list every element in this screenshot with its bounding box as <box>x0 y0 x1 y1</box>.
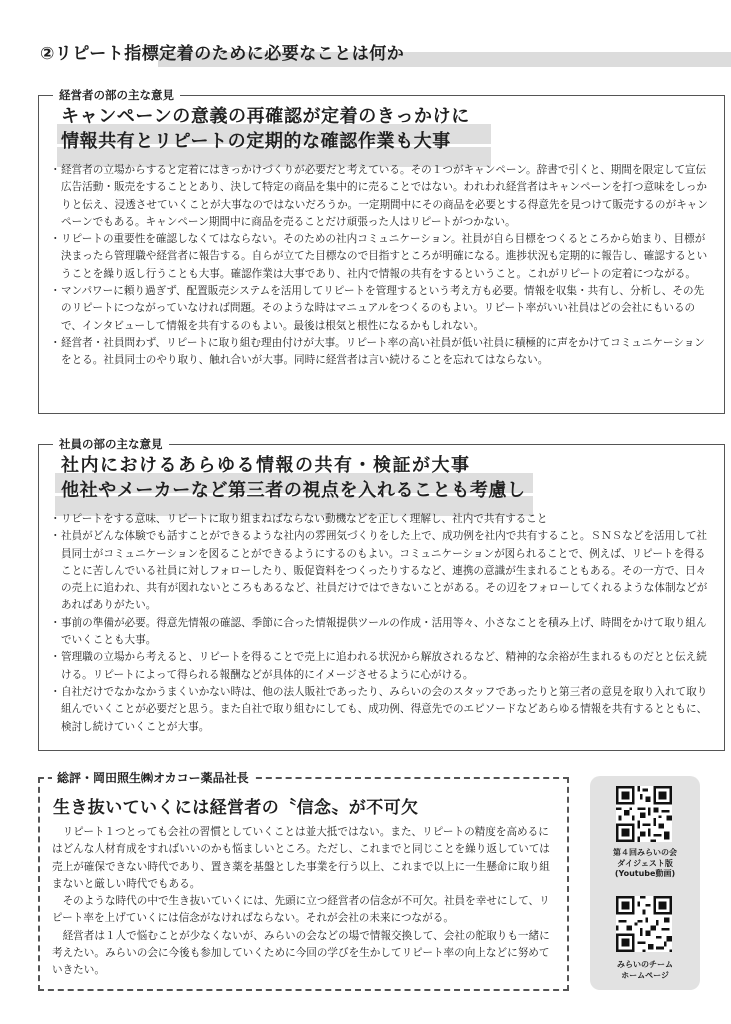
list-item: ・ マンパワーに頼り過ぎず、配置販売システムを活用してリピートを管理するという考え方も必要。情報を収集・共有し、分析し、その先のリピートにつながっていなければ問題。そのような時はマニュアルをつくるのもよい。リピート率がいい社員はどの会社にもいるので、インタビューして情報を共有するのもよい。最後は根気と根性になるかもしれない。 <box>50 285 705 332</box>
list-item: ・ 自社だけでなかなかうまくいかない時は、他の法人販社であったり、みらいの会のスタッフであったりと第三者の意見を取り入れて取り組んでいくことが必要だと思う。また自社で取り組むにしても、成功例、得意先でのエピソードなどあらゆる情報を共有するとともに、検討し続けていくことが大事。 <box>50 685 708 733</box>
youtube-qr-code[interactable] <box>616 786 672 842</box>
list-item: ・ 経営者の立場からすると定着にはきっかけづくりが必要だと考えている。その１つがキャンペーン。辞書で引くと、期間を限定して宣伝広告活動・販売をすることとあり、決して特定の商品を集中的に売ることではない。われわれ経営者はキャンペーンを打つ意味をしっかりと伝え、浸透させていくことが大事なのではないだろうか。一定期間中にその商品を必要とする得意先を見つけて販売するのがキャンペーンでもある。キャンペーン期間中に商品を売ることだけ頑張った人はリピートがつかない。 <box>50 164 708 228</box>
qr-panel <box>590 776 700 990</box>
employee-headline-1: 社内におけるあらゆる情報の共有・検証が大事 <box>61 455 471 476</box>
management-headline-2: 情報共有とリピートの定期的な確認作業も大事 <box>61 131 451 152</box>
list-item: ・ 事前の準備が必要。得意先情報の確認、季節に合った情報提供ツールの作成・活用等々、小さなことを積み上げ、時間をかけて取り組んでいくことも大事。 <box>50 616 707 647</box>
list-item: ・ リピートをする意味、リピートに取り組まねばならない動機などを正しく理解し、社内で共有すること <box>50 513 548 525</box>
review-title: 生き抜いていくには経営者の〝信念〟が不可欠 <box>53 798 419 818</box>
review-label: 総評・岡田照生㈱オカコー薬品社長 <box>52 769 254 787</box>
employee-opinions-box <box>38 437 725 751</box>
management-headline-1: キャンペーンの意義の再確認が定着のきっかけに <box>61 106 470 127</box>
employee-headline-2: 他社やメーカーなど第三者の視点を入れることも考慮し <box>61 480 526 501</box>
list-item: ・ 社員がどんな体験でも話すことができるような社内の雰囲気づくりをした上で、成功例を社内で共有すること。ＳＮＳなどを活用して社員同士がコミュニケーションを図ることができるようにするのもよい。コミュニケーションが図られることで、例えば、リピートを得ることに苦しんでいる社員に対しフォローしたり、販促資料をつくったりするなど、連携の意識が生まれることもある。その一方で、日々の売上に追われ、共有が図れないところもあるなど、社員だけではできないことがある。その辺をフォローしてくれるような体制などがあればありがたい。 <box>50 530 708 612</box>
list-item: ・ 経営者・社員問わず、リピートに取り組む理由付けが大事。リピート率の高い社員が低い社員に積極的に声をかけてコミュニケーションをとる。社員同士のやり取り、触れ合いが大事。同時に経営者は言い続けることを忘れてはならない。 <box>50 336 705 367</box>
management-opinions-box <box>38 88 725 414</box>
review-box <box>38 771 569 991</box>
management-opinion-list <box>39 162 724 370</box>
homepage-qr-code[interactable] <box>616 896 672 952</box>
review-paragraph: そのような時代の中で生き抜いていくには、先頭に立つ経営者の信念が不可欠。社員を幸せにして、リピート率を上げていくには信念がなければならない。それが会社の未来につながる。 <box>52 895 550 925</box>
employee-label: 社員の部の主な意見 <box>53 436 169 452</box>
youtube-qr-caption: 第４回みらいの会 ダイジェスト版 (Youtube動画) <box>613 848 677 878</box>
review-body <box>52 824 557 980</box>
list-item: ・ 管理職の立場から考えると、リピートを得ることで売上に追われる状況から解放されるなど、精神的な余裕が生まれるものだとと伝え続ける。リピートによって得られる報酬などが具体的にイメージさせるように心がける。 <box>50 651 707 681</box>
review-paragraph: 経営者は１人で悩むことが少なくないが、みらいの会などの場で情報交換して、会社の舵取りも一緒に考えたい。みらいの会に今後も参加していくために今回の学びを生かしてリピート率の向上などに努めていきたい。 <box>52 929 550 977</box>
list-item: ・ リピートの重要性を確認しなくてはならない。そのための社内コミュニケーション。社員が自ら目標をつくるところから始まり、目標が決まったら管理職や経営者に報告する。自らが立てた目標なので目指すところが明確になる。進捗状況も定期的に報告し、確認するということを繰り返し行うことも大事。確認作業は大事であり、社内で情報の共有をするということ。これがリピートの定着につながる。 <box>50 233 708 280</box>
homepage-qr-caption: みらいのチーム ホームページ <box>617 960 673 980</box>
review-paragraph: リピート１つとっても会社の習慣としていくことは並大抵ではない。また、リピートの精度を高めるにはどんな人材育成をすればいいのかも悩ましいところ。ただし、これまでと同じことを繰り返していては売上が確保できない時代であり、置き薬を基盤とした事業を行う以上、これまで以上に一生懸命に取り組まないと厳しい時代でもある。 <box>52 826 550 890</box>
section-title-text: ②リピート指標定着のために必要なことは何か <box>40 44 405 64</box>
section-title <box>40 42 722 66</box>
management-label: 経営者の部の主な意見 <box>53 87 180 103</box>
employee-opinion-list <box>39 511 724 736</box>
